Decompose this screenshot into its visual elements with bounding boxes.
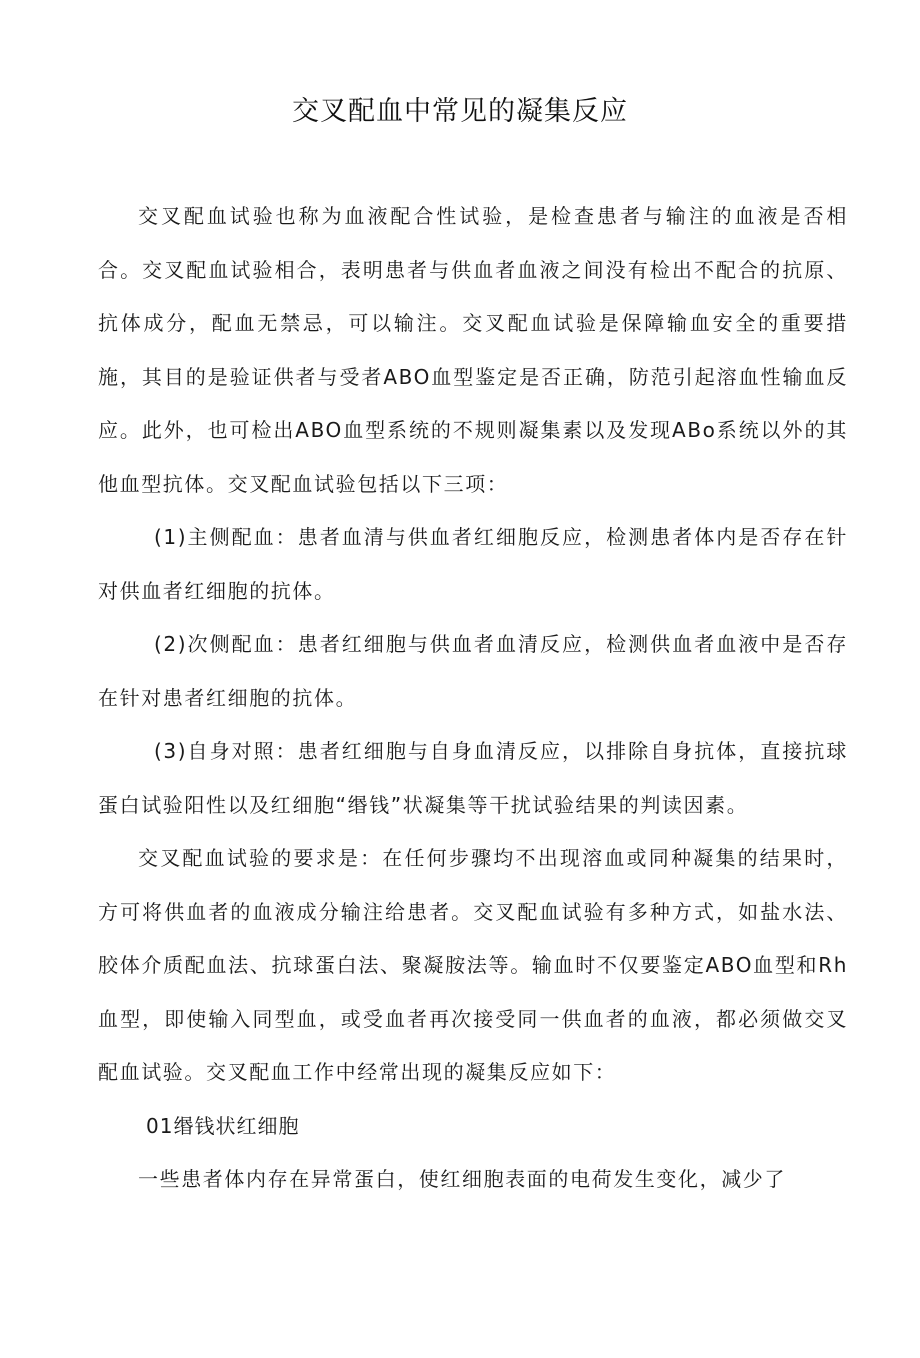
document-title: 交叉配血中常见的凝集反应 xyxy=(292,96,628,127)
paragraph-item-1: (1)主侧配血：患者血清与供血者红细胞反应，检测患者体内是否存在针对供血者红细胞的抗体。 xyxy=(98,525,848,603)
paragraph-item-3: (3)自身对照：患者红细胞与自身血清反应，以排除自身抗体，直接抗球蛋白试验阳性以及红细胞“缗钱”状凝集等干扰试验结果的判读因素。 xyxy=(98,739,848,817)
paragraph-item-2: (2)次侧配血：患者红细胞与供血者血清反应，检测供血者血液中是否存在针对患者红细胞的抗体。 xyxy=(98,632,848,710)
paragraph-requirements: 交叉配血试验的要求是：在任何步骤均不出现溶血或同种凝集的结果时，方可将供血者的血液成分输注给患者。交叉配血试验有多种方式，如盐水法、胶体介质配血法、抗球蛋白法、聚凝胺法等。输血时不仅要鉴定ABO血型和Rh血型，即使输入同型血，或受血者再次接受同一供血者的血液，都必须做交叉配血试验。交叉配血工作中经常出现的凝集反应如下： xyxy=(98,846,848,1084)
document-body xyxy=(98,190,848,1207)
paragraph-intro: 交叉配血试验也称为血液配合性试验，是检查患者与输注的血液是否相合。交叉配血试验相合，表明患者与供血者血液之间没有检出不配合的抗原、抗体成分，配血无禁忌，可以输注。交叉配血试验是保障输血安全的重要措施，其目的是验证供者与受者ABO血型鉴定是否正确，防范引起溶血性输血反应。此外，也可检出ABO血型系统的不规则凝集素以及发现ABo系统以外的其他血型抗体。交叉配血试验包括以下三项： xyxy=(98,204,848,496)
section-heading: 01缗钱状红细胞 xyxy=(146,1113,300,1138)
paragraph-section-body: 一些患者体内存在异常蛋白，使红细胞表面的电荷发生变化，减少了 xyxy=(138,1167,786,1191)
